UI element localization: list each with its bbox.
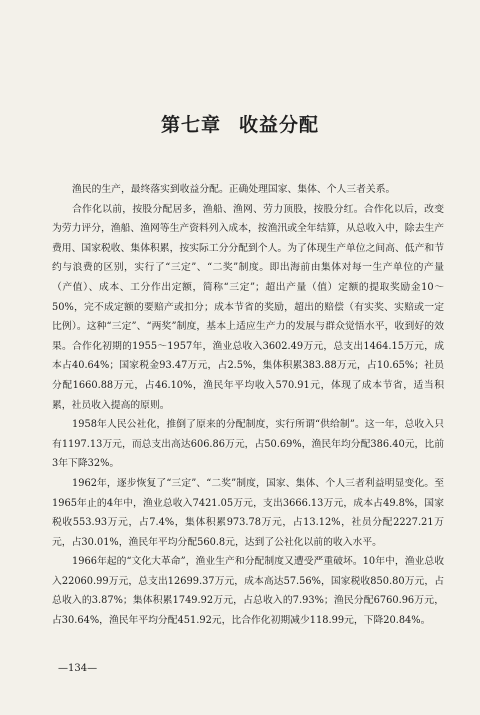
body-text [52, 180, 444, 631]
paragraph: 1962年，逐步恢复了“三定”、“二奖”制度，国家、集体、个人三者利益明显变化。至1965年止的4年中，渔业总收入7421.05万元，支出3666.13万元，成本占49.8%，国家税收553.93万元，占7.4%，集体积累973.78万元，占13.12%，社员分配2227.21万元，占30.01%，渔民年平均分配560.8元，达到了公社化以前的收入水平。 [52, 477, 444, 548]
paragraph: 1958年人民公社化，推倒了原来的分配制度，实行所谓“供给制”。这一年，总收入只有1197.13万元，而总支出高达606.86万元，占50.69%，渔民年均分配386.40元，比前3年下降32%。 [52, 419, 444, 470]
paragraph: 渔民的生产，最终落实到收益分配。正确处理国家、集体、个人三者关系。 [72, 184, 396, 195]
chapter-title [0, 110, 480, 137]
chapter-name: 收益分配 [239, 114, 320, 136]
chapter-number: 第七章 [160, 114, 221, 136]
paragraph: 合作化以前，按股分配居多，渔船、渔网、劳力顶股，按股分红。合作化以后，改变为劳力评分，渔船、渔网等生产资料列入成本，按渔汛或全年结算，从总收入中，除去生产费用、国家税收、集体积累，按实际工分分配到个人。为了体现生产单位之间高、低产和节约与浪费的区别，实行了“三定”、“二奖”制度。即出海前由集体对每一生产单位的产量（产值）、成本、工分作出定额，简称“三定”；超出产量（值）定额的提取奖励金10～50%，完不成定额的要赔产或扣分；成本节省的奖励，超出的赔偿（有实奖、实赔或一定比例）。这种“三定”、“两奖”制度，基本上适应生产力的发展与群众觉悟水平，收到好的效果。合作化初期的1955～1957年，渔业总收入3602.49万元，总支出1464.15万元，成本占40.64%；国家税金93.47万元，占2.5%，集体积累383.88万元，占10.65%；社员分配1660.88万元，占46.10%，渔民年平均收入570.91元，体现了成本节省，适当积累，社员收入提高的原则。 [52, 203, 444, 411]
paragraph: 1966年起的“文化大革命”，渔业生产和分配制度又遭受严重破坏。10年中，渔业总收入22060.99万元，总支出12699.37万元，成本高达57.56%，国家税收850.80万元，占总收入的3.87%；集体积累1749.92万元，占总收入的7.93%；渔民分配6760.96万元，占30.64%，渔民年平均分配451.92元，比合作化初期减少118.99元，下降20.84%。 [52, 556, 444, 627]
page-number: —134— [58, 663, 98, 674]
